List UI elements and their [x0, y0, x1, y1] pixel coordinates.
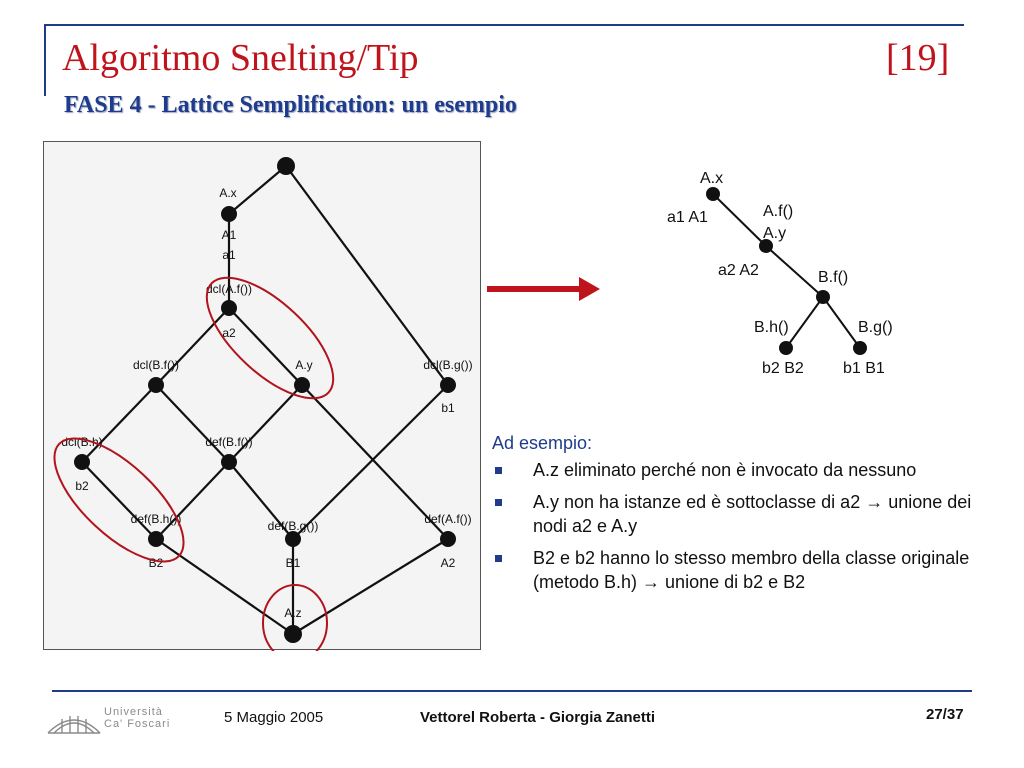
lattice-label-def-bh: def(B.h())	[130, 512, 182, 526]
page-number: 27/37	[926, 706, 964, 723]
lattice-label-az: A.z	[284, 606, 302, 620]
note-text: B2 e b2 hanno lo stesso membro della classe originale (metodo B.h) → unione di b2 e B2	[533, 548, 970, 592]
lattice-label-A2: A2	[440, 556, 456, 570]
list-item	[492, 490, 992, 538]
simple-label-a2A2: a2 A2	[718, 262, 759, 279]
lattice-label-dcl-af: dcl(A.f())	[206, 282, 252, 296]
lattice-label-a1-lower: a1	[222, 248, 236, 262]
slide-subtitle: FASE 4 - Lattice Semplification: un esempio	[64, 92, 517, 118]
lattice-label-def-af: def(A.f())	[424, 512, 472, 526]
notes-section	[492, 432, 992, 602]
simplified-lattice-svg	[640, 160, 940, 390]
lattice-label-B1: B1	[285, 556, 301, 570]
university-line-1: Università	[104, 706, 163, 718]
university-name	[104, 706, 170, 730]
lattice-diagram	[43, 141, 481, 650]
lattice-label-ay: A.y	[295, 358, 313, 372]
simple-label-bh: B.h()	[754, 319, 789, 336]
lattice-label-a2: a2	[222, 326, 236, 340]
notes-heading: Ad esempio:	[492, 433, 593, 453]
lattice-label-ax: A.x	[219, 186, 237, 200]
footer-authors: Vettorel Roberta - Giorgia Zanetti	[420, 709, 656, 726]
list-item	[492, 458, 992, 482]
footer-line	[52, 690, 972, 692]
right-arrow-icon	[487, 277, 602, 301]
simple-label-ay: A.y	[763, 225, 787, 242]
lattice-label-dcl-bf: dcl(B.f())	[133, 358, 179, 372]
simple-label-ax: A.x	[700, 170, 724, 187]
note-text: A.y non ha istanze ed è sottoclasse di a2 → unione dei nodi a2 e A.y	[533, 492, 972, 536]
note-text: A.z eliminato perché non è invocato da nessuno	[533, 460, 917, 480]
square-bullet-icon	[495, 555, 502, 562]
simple-label-af: A.f()	[763, 203, 794, 220]
lattice-label-b1: b1	[441, 401, 455, 415]
frame-top-line	[44, 24, 964, 26]
simple-label-a1A1: a1 A1	[667, 209, 708, 226]
lattice-label-def-bg: def(B.g())	[267, 519, 319, 533]
slide-reference: [19]	[886, 37, 950, 79]
lattice-label-a1-upper: A1	[221, 228, 237, 242]
lattice-label-B2: B2	[148, 556, 164, 570]
highlight-ellipse-a2-ay	[188, 258, 353, 418]
list-item	[492, 546, 992, 594]
lattice-label-dcl-bg: dcl(B.g())	[423, 358, 473, 372]
slide-title: Algoritmo Snelting/Tip	[62, 37, 419, 79]
lattice-label-def-bf: def(B.f())	[205, 435, 253, 449]
lattice-label-dcl-bh: dcl(B.h)	[61, 435, 103, 449]
lattice-label-b2: b2	[75, 479, 89, 493]
simple-label-b1B1: b1 B1	[843, 360, 885, 377]
square-bullet-icon	[495, 467, 502, 474]
simple-label-b2B2: b2 B2	[762, 360, 804, 377]
simplified-lattice-diagram	[640, 160, 940, 390]
simple-label-bf: B.f()	[818, 269, 849, 286]
square-bullet-icon	[495, 499, 502, 506]
notes-list	[492, 458, 992, 594]
lattice-svg	[44, 142, 482, 651]
footer-date: 5 Maggio 2005	[224, 709, 324, 726]
frame-left-line	[44, 24, 46, 96]
university-line-2: Ca' Foscari	[104, 718, 171, 730]
simple-label-bg: B.g()	[858, 319, 893, 336]
